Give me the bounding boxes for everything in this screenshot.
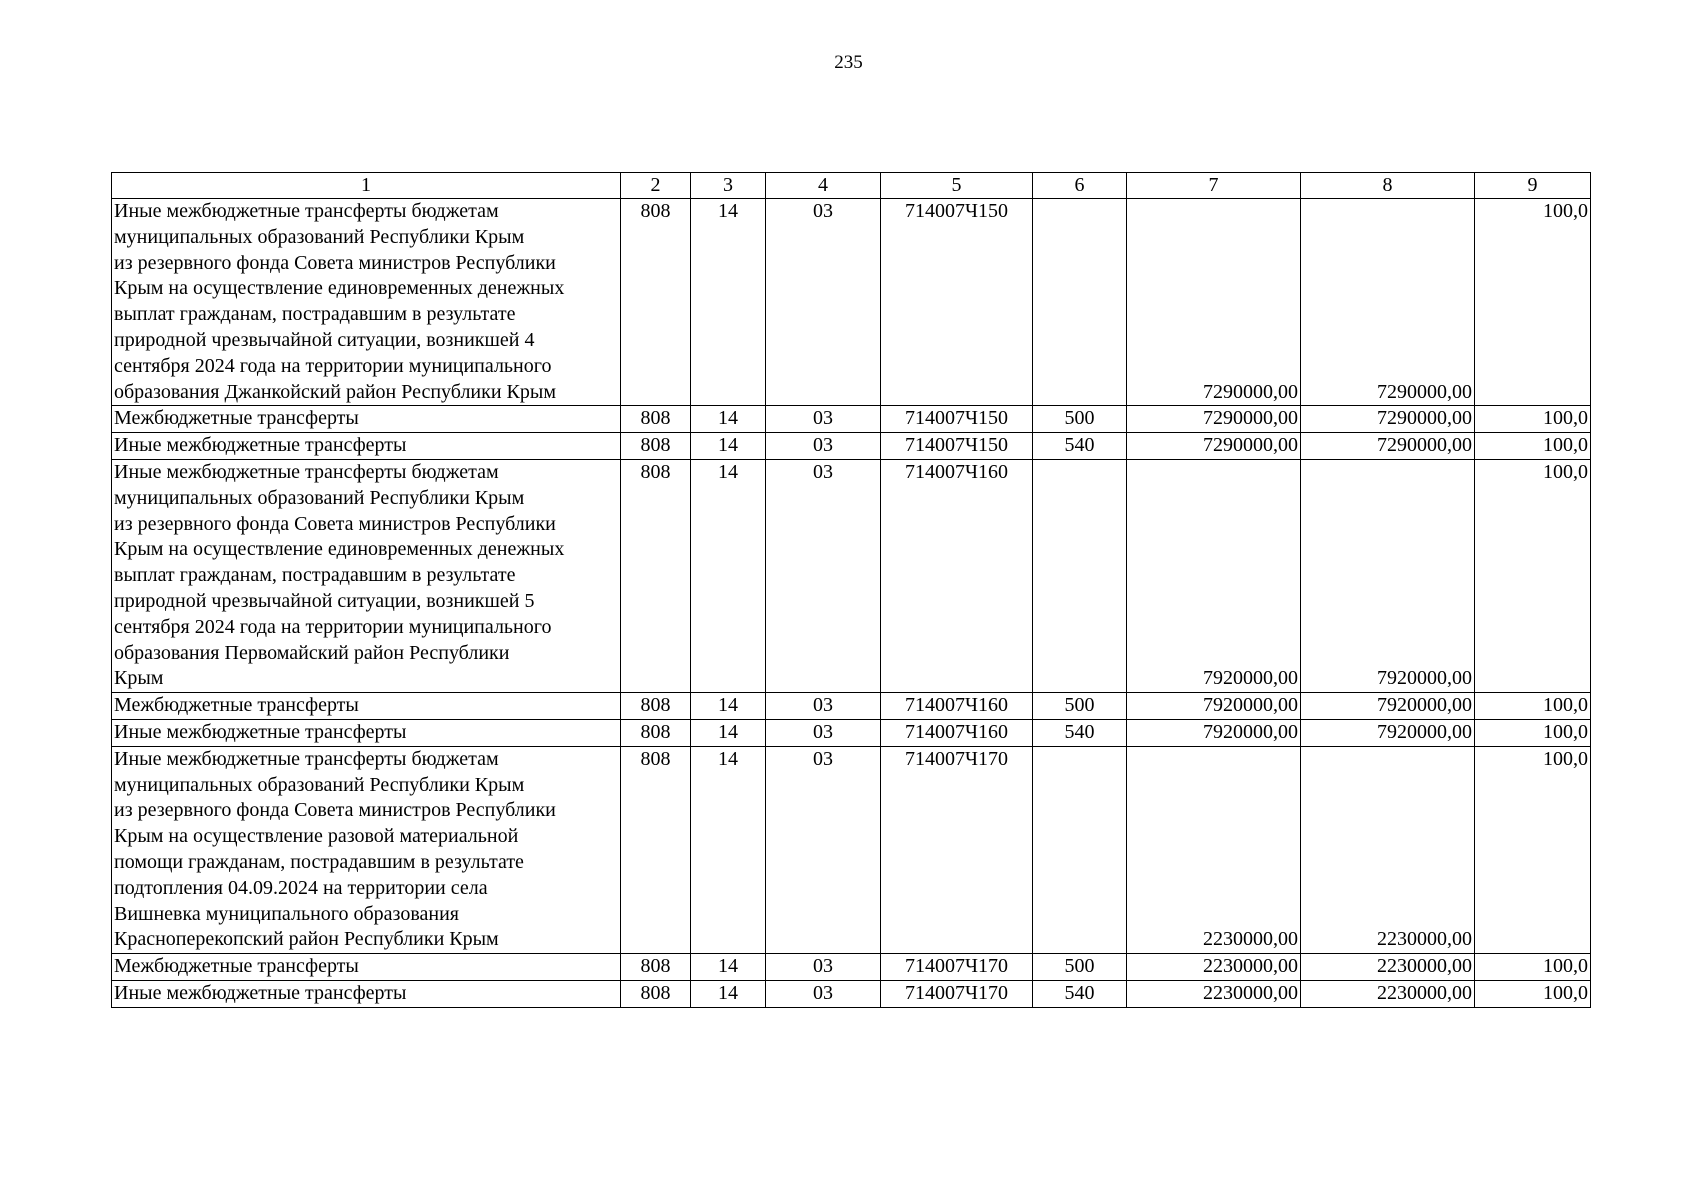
table-row xyxy=(112,954,1591,981)
execution-percent-cell: 100,0 xyxy=(1475,980,1591,1007)
target-article-cell: 714007Ч170 xyxy=(881,980,1033,1007)
approved-amount-cell: 7290000,00 xyxy=(1127,406,1301,433)
execution-percent-cell: 100,0 xyxy=(1475,199,1591,406)
section-code-cell: 14 xyxy=(691,746,766,953)
approved-amount-cell: 2230000,00 xyxy=(1127,954,1301,981)
column-header: 9 xyxy=(1475,173,1591,199)
expense-name-cell: Межбюджетные трансферты xyxy=(112,954,621,981)
column-header: 1 xyxy=(112,173,621,199)
execution-percent-cell: 100,0 xyxy=(1475,719,1591,746)
execution-percent-cell: 100,0 xyxy=(1475,433,1591,460)
expense-type-cell: 500 xyxy=(1033,954,1127,981)
expense-type-cell xyxy=(1033,459,1127,692)
column-header: 6 xyxy=(1033,173,1127,199)
column-header: 8 xyxy=(1301,173,1475,199)
execution-percent-cell: 100,0 xyxy=(1475,693,1591,720)
approved-amount-cell: 7290000,00 xyxy=(1127,199,1301,406)
table-body xyxy=(112,199,1591,1008)
expense-name-cell: Иные межбюджетные трансферты xyxy=(112,980,621,1007)
section-code-cell: 14 xyxy=(691,719,766,746)
approved-amount-cell: 2230000,00 xyxy=(1127,980,1301,1007)
column-header: 5 xyxy=(881,173,1033,199)
expense-name-cell: Иные межбюджетные трансферты бюджетам муниципальных образований Республики Крым из резервного фонда Совета министров Республики Крым на осуществление единовременных денежных выплат гражданам, пострадавшим в результате природной чрезвычайной ситуации, возникшей 4 сентября 2024 года на территории муниципального образования Джанкойский район Республики Крым xyxy=(112,199,621,406)
subsection-code-cell: 03 xyxy=(766,954,881,981)
column-header: 4 xyxy=(766,173,881,199)
approved-amount-cell: 7920000,00 xyxy=(1127,693,1301,720)
expense-type-cell: 500 xyxy=(1033,693,1127,720)
target-article-cell: 714007Ч150 xyxy=(881,406,1033,433)
section-code-cell: 14 xyxy=(691,433,766,460)
expense-name-cell: Иные межбюджетные трансферты xyxy=(112,433,621,460)
executed-amount-cell: 7290000,00 xyxy=(1301,406,1475,433)
ministry-code-cell: 808 xyxy=(621,719,691,746)
ministry-code-cell: 808 xyxy=(621,433,691,460)
expense-name-cell: Межбюджетные трансферты xyxy=(112,406,621,433)
subsection-code-cell: 03 xyxy=(766,459,881,692)
expense-type-cell xyxy=(1033,746,1127,953)
column-header: 2 xyxy=(621,173,691,199)
column-header: 7 xyxy=(1127,173,1301,199)
ministry-code-cell: 808 xyxy=(621,954,691,981)
budget-table xyxy=(111,172,1591,1008)
table-row xyxy=(112,719,1591,746)
expense-type-cell: 540 xyxy=(1033,433,1127,460)
section-code-cell: 14 xyxy=(691,406,766,433)
executed-amount-cell: 7920000,00 xyxy=(1301,693,1475,720)
column-header: 3 xyxy=(691,173,766,199)
ministry-code-cell: 808 xyxy=(621,693,691,720)
ministry-code-cell: 808 xyxy=(621,746,691,953)
executed-amount-cell: 2230000,00 xyxy=(1301,746,1475,953)
executed-amount-cell: 7920000,00 xyxy=(1301,459,1475,692)
section-code-cell: 14 xyxy=(691,459,766,692)
approved-amount-cell: 7920000,00 xyxy=(1127,459,1301,692)
column-number-row xyxy=(112,173,1591,199)
subsection-code-cell: 03 xyxy=(766,693,881,720)
target-article-cell: 714007Ч170 xyxy=(881,746,1033,953)
executed-amount-cell: 2230000,00 xyxy=(1301,980,1475,1007)
section-code-cell: 14 xyxy=(691,954,766,981)
target-article-cell: 714007Ч160 xyxy=(881,693,1033,720)
expense-type-cell: 540 xyxy=(1033,719,1127,746)
subsection-code-cell: 03 xyxy=(766,980,881,1007)
execution-percent-cell: 100,0 xyxy=(1475,954,1591,981)
table-row xyxy=(112,693,1591,720)
expense-name-cell: Иные межбюджетные трансферты бюджетам муниципальных образований Республики Крым из резервного фонда Совета министров Республики Крым на осуществление единовременных денежных выплат гражданам, пострадавшим в результате природной чрезвычайной ситуации, возникшей 5 сентября 2024 года на территории муниципального образования Первомайский район Республики Крым xyxy=(112,459,621,692)
target-article-cell: 714007Ч170 xyxy=(881,954,1033,981)
ministry-code-cell: 808 xyxy=(621,406,691,433)
table-row xyxy=(112,433,1591,460)
expense-type-cell: 500 xyxy=(1033,406,1127,433)
executed-amount-cell: 7290000,00 xyxy=(1301,199,1475,406)
ministry-code-cell: 808 xyxy=(621,199,691,406)
table-row xyxy=(112,980,1591,1007)
subsection-code-cell: 03 xyxy=(766,746,881,953)
target-article-cell: 714007Ч150 xyxy=(881,433,1033,460)
execution-percent-cell: 100,0 xyxy=(1475,459,1591,692)
table-row xyxy=(112,199,1591,406)
subsection-code-cell: 03 xyxy=(766,406,881,433)
subsection-code-cell: 03 xyxy=(766,199,881,406)
table-row xyxy=(112,459,1591,692)
target-article-cell: 714007Ч160 xyxy=(881,459,1033,692)
executed-amount-cell: 7290000,00 xyxy=(1301,433,1475,460)
expense-type-cell: 540 xyxy=(1033,980,1127,1007)
ministry-code-cell: 808 xyxy=(621,980,691,1007)
executed-amount-cell: 2230000,00 xyxy=(1301,954,1475,981)
ministry-code-cell: 808 xyxy=(621,459,691,692)
approved-amount-cell: 2230000,00 xyxy=(1127,746,1301,953)
execution-percent-cell: 100,0 xyxy=(1475,746,1591,953)
expense-type-cell xyxy=(1033,199,1127,406)
section-code-cell: 14 xyxy=(691,980,766,1007)
subsection-code-cell: 03 xyxy=(766,433,881,460)
approved-amount-cell: 7290000,00 xyxy=(1127,433,1301,460)
table-row xyxy=(112,406,1591,433)
execution-percent-cell: 100,0 xyxy=(1475,406,1591,433)
table-row xyxy=(112,746,1591,953)
executed-amount-cell: 7920000,00 xyxy=(1301,719,1475,746)
target-article-cell: 714007Ч150 xyxy=(881,199,1033,406)
expense-name-cell: Межбюджетные трансферты xyxy=(112,693,621,720)
target-article-cell: 714007Ч160 xyxy=(881,719,1033,746)
expense-name-cell: Иные межбюджетные трансферты xyxy=(112,719,621,746)
subsection-code-cell: 03 xyxy=(766,719,881,746)
approved-amount-cell: 7920000,00 xyxy=(1127,719,1301,746)
section-code-cell: 14 xyxy=(691,693,766,720)
page-number: 235 xyxy=(834,52,863,73)
expense-name-cell: Иные межбюджетные трансферты бюджетам муниципальных образований Республики Крым из резервного фонда Совета министров Республики Крым на осуществление разовой материальной помощи гражданам, пострадавшим в результате подтопления 04.09.2024 на территории села Вишневка муниципального образования Краснoперекопский район Республики Крым xyxy=(112,746,621,953)
section-code-cell: 14 xyxy=(691,199,766,406)
